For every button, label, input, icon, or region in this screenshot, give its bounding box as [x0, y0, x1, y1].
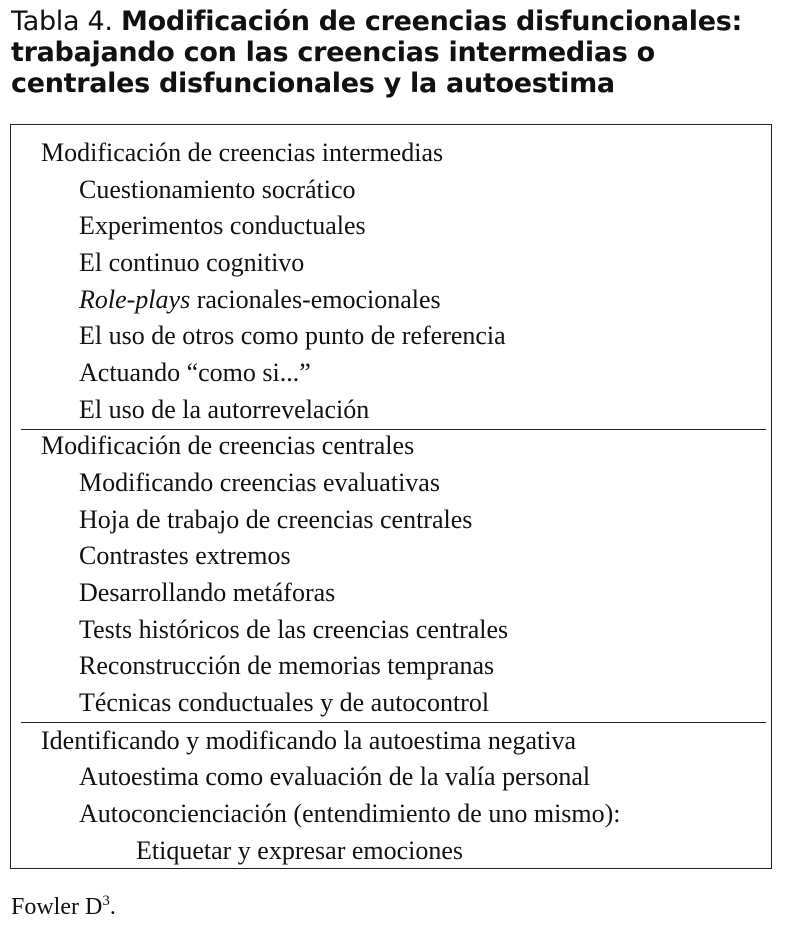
source-suffix: . — [109, 894, 116, 920]
list-item: Autoconcienciación (entendimiento de uno mismo): — [79, 799, 621, 828]
section-heading-self-esteem: Identificando y modificando la autoestima negativa — [41, 726, 576, 755]
section-divider — [21, 429, 766, 430]
list-item: Tests históricos de las creencias centrales — [79, 615, 509, 644]
list-item: Hoja de trabajo de creencias centrales — [79, 505, 473, 534]
list-item: Técnicas conductuales y de autocontrol — [79, 688, 490, 717]
list-item: Reconstrucción de memorias tempranas — [79, 651, 495, 680]
section-heading-core-beliefs: Modificación de creencias centrales — [41, 431, 415, 460]
list-item: Cuestionamiento socrático — [79, 175, 356, 204]
list-item: El uso de la autorrevelación — [79, 395, 370, 424]
table-source — [11, 893, 116, 921]
source-author: Fowler D — [11, 894, 103, 920]
list-item: Autoestima como evaluación de la valía personal — [79, 762, 591, 791]
table-title: Modificación de creencias disfuncionales: trabajando con las creencias intermedias o centrales disfuncionales y la autoestima — [11, 6, 743, 99]
italic-term: Role-plays — [79, 285, 191, 314]
list-item: Modificando creencias evaluativas — [79, 468, 440, 497]
list-item: El uso de otros como punto de referencia — [79, 321, 506, 350]
source-reference-number: 3 — [102, 893, 110, 909]
list-item: Desarrollando metáforas — [79, 578, 336, 607]
section-divider — [21, 722, 766, 723]
list-item — [79, 285, 441, 315]
section-heading-intermediate-beliefs: Modificación de creencias intermedias — [41, 138, 444, 167]
table-container — [10, 124, 772, 869]
list-item: Experimentos conductuales — [79, 211, 366, 240]
list-item: Actuando “como si...” — [79, 358, 311, 387]
table-caption — [11, 6, 781, 99]
list-item: Contrastes extremos — [79, 541, 291, 570]
list-item-text: racionales-emocionales — [190, 285, 441, 314]
list-item: El continuo cognitivo — [79, 248, 305, 277]
list-subitem: Etiquetar y expresar emociones — [136, 836, 464, 865]
table-number: Tabla 4. — [11, 6, 113, 37]
